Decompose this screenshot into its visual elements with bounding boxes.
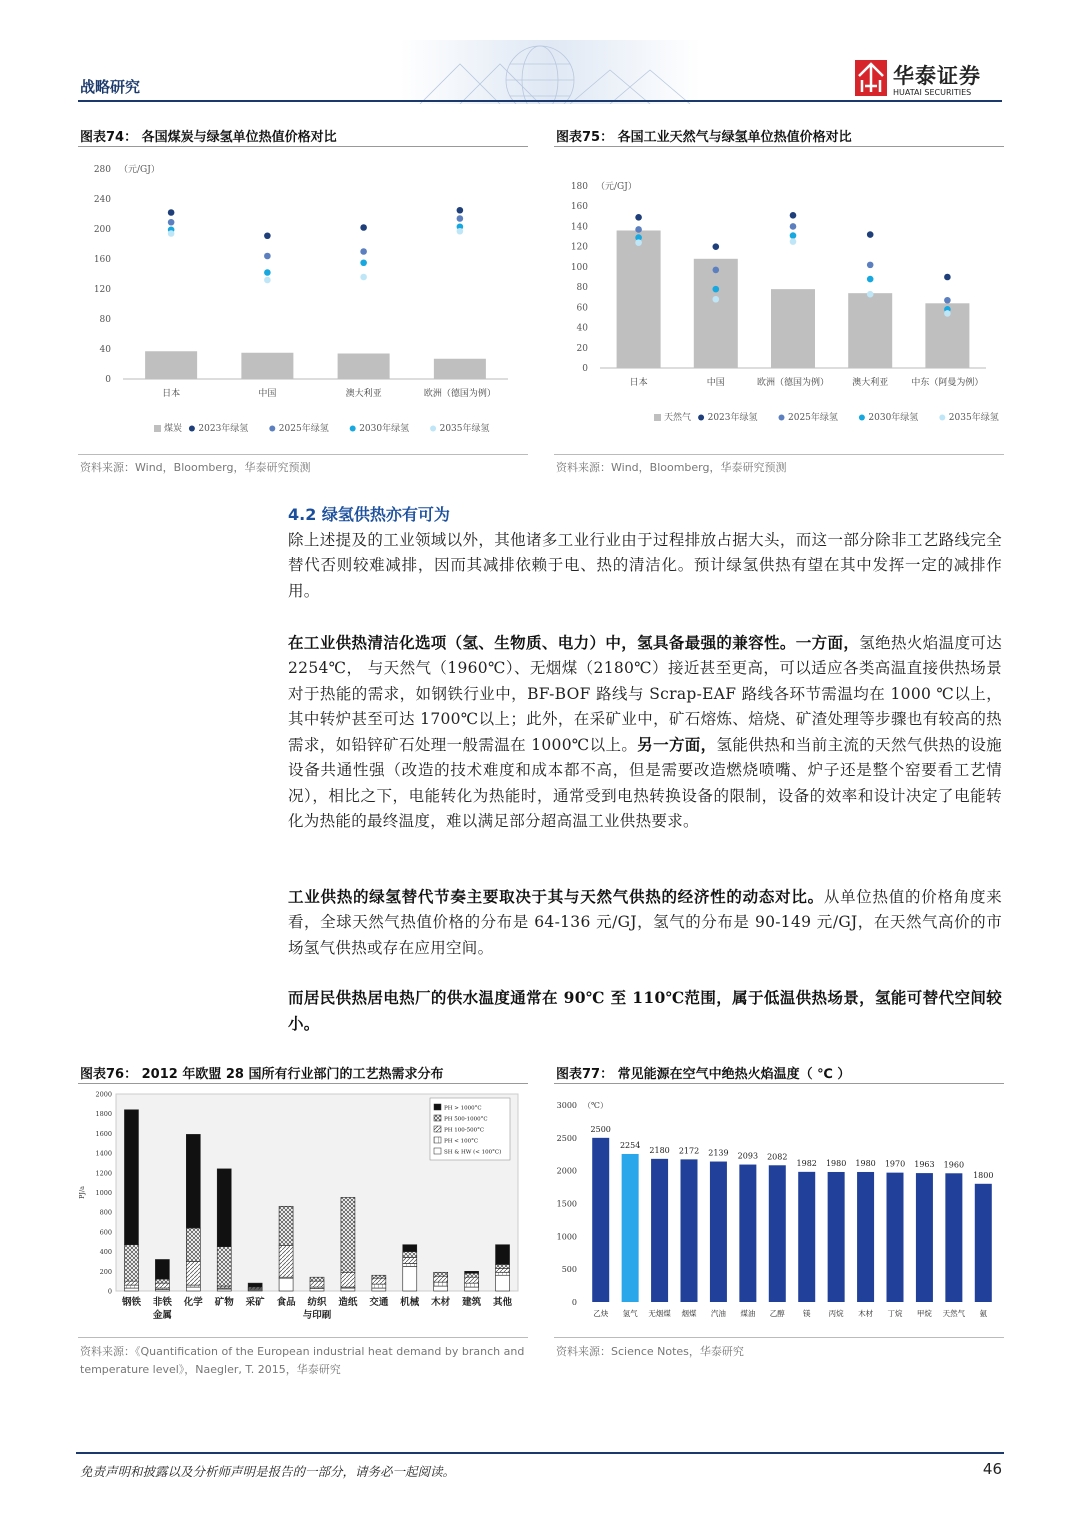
legend-swatch xyxy=(434,1104,441,1110)
paragraph-3 xyxy=(288,884,1002,961)
stack-segment xyxy=(434,1272,448,1276)
bar xyxy=(857,1172,874,1302)
x-tick-label: 欧洲（德国为例） xyxy=(423,389,496,399)
y-tick-label: 1800 xyxy=(95,1110,112,1119)
bar-煤炭 xyxy=(145,351,197,379)
y-tick-label: 600 xyxy=(99,1228,112,1237)
paragraph-2 xyxy=(288,630,1002,834)
data-label: 1980 xyxy=(855,1158,876,1168)
fig76-source-line2: temperature level》，Naegler, T. 2015，华泰研究 xyxy=(80,1363,341,1376)
dot-2030年绿氢 xyxy=(264,269,271,276)
data-label: 1982 xyxy=(796,1158,817,1168)
x-tick-label: 镁 xyxy=(802,1309,811,1318)
bar-天然气 xyxy=(617,230,661,368)
dot-2023年绿氢 xyxy=(168,209,175,216)
fig74-bottom-rule xyxy=(78,454,528,455)
stack-segment xyxy=(186,1287,200,1291)
dot-2023年绿氢 xyxy=(790,212,797,219)
logo-english-name: HUATAI SECURITIES xyxy=(893,88,972,97)
dot-2023年绿氢 xyxy=(635,214,642,221)
stack-segment xyxy=(403,1245,417,1252)
x-tick-label: 造纸 xyxy=(338,1297,358,1308)
dot-2035年绿氢 xyxy=(168,230,175,237)
fig76-bottom-rule xyxy=(78,1337,528,1338)
stack-segment xyxy=(372,1275,386,1278)
y-tick-label: 20 xyxy=(576,343,588,354)
dot-2035年绿氢 xyxy=(944,310,951,317)
dot-2035年绿氢 xyxy=(457,228,464,235)
footer-disclaimer: 免责声明和披露以及分析师声明是报告的一部分，请务必一起阅读。 xyxy=(80,1464,456,1479)
dot-2023年绿氢 xyxy=(264,232,271,239)
legend-swatch xyxy=(434,1137,441,1143)
bar xyxy=(916,1173,933,1302)
x-tick-label: 丁烷 xyxy=(887,1309,903,1318)
stack-segment xyxy=(434,1286,448,1291)
stack-segment xyxy=(217,1247,231,1286)
stack-segment xyxy=(372,1288,386,1291)
data-label: 1963 xyxy=(914,1160,935,1170)
y-tick-label: 2000 xyxy=(95,1090,112,1099)
paragraph-4 xyxy=(288,985,1002,1038)
legend-swatch xyxy=(859,415,865,421)
stack-segment xyxy=(341,1288,355,1291)
y-tick-label: 800 xyxy=(99,1208,112,1217)
y-tick-label: 400 xyxy=(99,1248,112,1257)
x-tick-label: 机械 xyxy=(400,1297,420,1308)
legend-swatch xyxy=(189,426,195,432)
legend-swatch xyxy=(350,426,356,432)
x-tick-label: 交通 xyxy=(369,1297,389,1308)
legend-swatch xyxy=(654,414,661,421)
x-tick-label: 其他 xyxy=(493,1297,513,1308)
legend-label: 2025年绿氢 xyxy=(788,413,838,423)
y-axis-label: PJ/a xyxy=(78,1185,86,1200)
y-tick-label: 140 xyxy=(570,222,588,233)
fig74-chart xyxy=(78,150,528,450)
stack-segment xyxy=(496,1245,510,1265)
dot-2035年绿氢 xyxy=(713,296,720,303)
x-tick-label: 建筑 xyxy=(462,1297,482,1308)
y-tick-label: 160 xyxy=(93,255,111,265)
bar xyxy=(592,1138,609,1302)
bar xyxy=(828,1172,845,1302)
x-tick-label: 欧洲（德国为例） xyxy=(756,378,830,388)
stack-segment xyxy=(434,1276,448,1282)
y-tick-label: 200 xyxy=(99,1267,112,1276)
legend-label: 2025年绿氢 xyxy=(278,424,329,434)
x-tick-label: 采矿 xyxy=(245,1297,265,1308)
legend-swatch xyxy=(779,415,785,421)
legend-label: 天然气 xyxy=(664,413,692,423)
legend-label: PH 100-500°C xyxy=(444,1127,485,1134)
stack-segment xyxy=(496,1272,510,1275)
y-tick-label: 1200 xyxy=(95,1169,112,1178)
paragraph-3-lead: 工业供热的绿氢替代节奏主要取决于其与天然气供热的经济性的动态对比。 xyxy=(288,887,824,906)
x-tick-label: 无烟煤 xyxy=(648,1309,671,1318)
stack-segment xyxy=(279,1278,293,1291)
bar xyxy=(769,1165,786,1302)
legend-label: PH < 100°C xyxy=(444,1138,479,1145)
legend-label: 2023年绿氢 xyxy=(198,424,249,434)
legend-swatch xyxy=(154,425,161,432)
y-tick-label: 2000 xyxy=(556,1166,577,1176)
bar-煤炭 xyxy=(434,359,486,379)
y-tick-label: 120 xyxy=(93,285,111,295)
dot-2030年绿氢 xyxy=(360,259,367,266)
dot-2030年绿氢 xyxy=(713,286,720,293)
fig75-title: 图表75： 各国工业天然气与绿氢单位热值价格对比 xyxy=(556,130,852,145)
page-number: 46 xyxy=(982,1460,1002,1478)
logo-chinese-name: 华泰证券 xyxy=(893,64,981,88)
stack-segment xyxy=(124,1285,138,1288)
section-title: 4.2 绿氢供热亦有可为 xyxy=(288,505,450,524)
y-tick-label: 100 xyxy=(570,262,588,273)
dot-2025年绿氢 xyxy=(713,267,720,274)
bar xyxy=(651,1159,668,1302)
paragraph-1: 除上述提及的工业领域以外，其他诸多工业行业由于过程排放占据大头，而这一部分除非工艺路线完全替代否则较难减排，因而其减排依赖于电、热的清洁化。预计绿氢供热有望在其中发挥一定的减排作用。 xyxy=(288,531,1002,600)
stack-segment xyxy=(279,1206,293,1245)
x-tick-label: 化学 xyxy=(183,1297,203,1308)
x-tick-label: 食品 xyxy=(276,1297,296,1308)
data-label: 2139 xyxy=(708,1148,729,1158)
stack-segment xyxy=(124,1281,138,1285)
stack-segment xyxy=(496,1275,510,1291)
dot-2025年绿氢 xyxy=(264,253,271,260)
paragraph-2-lead-2: 另一方面， xyxy=(637,735,717,755)
x-tick-label: 澳大利亚 xyxy=(852,378,889,388)
stack-segment xyxy=(310,1289,324,1291)
stack-segment xyxy=(465,1277,479,1283)
stack-segment xyxy=(155,1259,169,1279)
fig77-source: 资料来源：Science Notes，华泰研究 xyxy=(556,1345,744,1358)
footer-divider xyxy=(76,1452,1004,1454)
x-tick-label: 氢气 xyxy=(622,1309,638,1318)
y-tick-label: 80 xyxy=(99,315,111,325)
stack-segment xyxy=(496,1268,510,1272)
header-divider xyxy=(78,100,1002,102)
y-tick-label: 3000 xyxy=(556,1101,577,1110)
stack-segment xyxy=(124,1110,138,1245)
stack-segment xyxy=(372,1278,386,1284)
stack-segment xyxy=(341,1197,355,1272)
stack-segment xyxy=(372,1284,386,1288)
dot-2035年绿氢 xyxy=(635,239,642,246)
legend-label: 2030年绿氢 xyxy=(359,424,410,434)
stack-segment xyxy=(496,1264,510,1268)
stack-segment xyxy=(186,1261,200,1285)
stack-segment xyxy=(403,1258,417,1264)
paragraph-2-text-2: 氢能供热和当前主流的天然气供热的设施设备共通性强（改造的技术难度和成本都不高，但是需要改造燃烧喷嘴、炉子还是整个窑要看工艺情况），相比之下，电能转化为热能时，通常受到电热转换设备的限制，设备的效率和设计决定了电能转化为热能的最终温度，难以满足部分超高温工业供热要求。 xyxy=(288,736,1002,831)
stack-segment xyxy=(310,1277,324,1281)
stack-segment xyxy=(186,1134,200,1228)
x-tick-label: 乙醇 xyxy=(769,1309,785,1318)
x-tick-label: 乙炔 xyxy=(593,1309,609,1318)
y-axis-unit: （℃） xyxy=(583,1101,608,1110)
stack-segment xyxy=(465,1273,479,1277)
dot-2025年绿氢 xyxy=(457,215,464,222)
dot-2023年绿氢 xyxy=(713,243,720,250)
bar-天然气 xyxy=(848,293,892,368)
x-tick-label: 木材 xyxy=(858,1309,874,1318)
data-label: 2093 xyxy=(737,1151,759,1161)
fig77-bottom-rule xyxy=(554,1337,1004,1338)
paragraph-2-text-1: 氢绝热火焰温度可达 2254℃， 与天然气（1960℃）、无烟煤（2180℃）接近甚至更高，可以适应各类高温直接供热场景对于热能的需求，如钢铁行业中，BF-BOF 路线与 Scrap-EAF 路线各环节需温均在 1000 ℃以上，其中转炉甚至可达 1700℃以上；此外，在采矿业中，矿石熔炼、焙烧、矿渣处理等步骤也有较高的热需求，如铅锌矿石处理一般需温在 1000℃以上。 xyxy=(288,634,1002,755)
dot-2035年绿氢 xyxy=(360,274,367,281)
y-tick-label: 0 xyxy=(105,375,111,385)
fig76-source-line1: 资料来源：《Quantification of the European industrial heat demand by branch and xyxy=(80,1345,525,1358)
x-tick-label: 纺织 xyxy=(307,1297,327,1308)
x-tick-label: 中东（阿曼为例） xyxy=(911,378,984,388)
paragraph-4-lead: 而居民供热居电热厂的供水温度通常在 90℃ 至 110℃范围，属于低温供热场景，氢能可替代空间较小。 xyxy=(288,988,1002,1034)
legend-label: 2035年绿氢 xyxy=(439,424,490,434)
x-tick-label: 天然气 xyxy=(942,1309,966,1318)
dot-2035年绿氢 xyxy=(867,291,874,298)
fig77-chart xyxy=(554,1086,1004,1332)
y-tick-label: 40 xyxy=(99,345,111,355)
x-tick-label: 煤油 xyxy=(740,1309,756,1318)
legend-label: 煤炭 xyxy=(164,424,183,434)
x-tick-label: 氨 xyxy=(979,1309,988,1318)
fig75-bottom-rule xyxy=(554,454,1004,455)
legend-swatch xyxy=(434,1115,441,1121)
stack-segment xyxy=(434,1282,448,1286)
x-tick-label: 木材 xyxy=(431,1297,451,1308)
dot-2023年绿氢 xyxy=(457,207,464,214)
y-tick-label: 1500 xyxy=(556,1199,577,1209)
dot-2035年绿氢 xyxy=(264,277,271,284)
y-tick-label: 0 xyxy=(571,1298,577,1307)
bar-煤炭 xyxy=(241,353,293,379)
y-tick-label: 280 xyxy=(93,165,111,175)
dot-2025年绿氢 xyxy=(944,297,951,304)
y-tick-label: 160 xyxy=(570,202,588,213)
fig74-top-rule xyxy=(78,146,528,147)
stack-segment xyxy=(403,1266,417,1291)
y-axis-unit: （元/GJ） xyxy=(119,165,160,175)
bar xyxy=(887,1173,904,1302)
x-tick-label: 日本 xyxy=(629,378,648,388)
bar xyxy=(710,1162,727,1302)
bar xyxy=(945,1173,962,1302)
x-tick-label: 矿物 xyxy=(214,1297,234,1308)
fig75-chart xyxy=(554,150,1004,450)
legend-label: PH > 1000°C xyxy=(444,1105,482,1112)
bar xyxy=(622,1154,639,1302)
bar xyxy=(798,1172,815,1302)
stack-segment xyxy=(465,1283,479,1287)
dot-2025年绿氢 xyxy=(360,248,367,255)
x-tick-label: 金属 xyxy=(152,1310,172,1321)
y-tick-label: 1600 xyxy=(95,1129,112,1138)
legend-swatch xyxy=(434,1148,441,1154)
stack-segment xyxy=(341,1272,355,1287)
stack-segment xyxy=(124,1288,138,1291)
huatai-logo xyxy=(855,60,1000,100)
stack-segment xyxy=(465,1287,479,1291)
stack-segment xyxy=(124,1245,138,1281)
bar-天然气 xyxy=(694,259,738,368)
stack-segment xyxy=(186,1228,200,1261)
y-tick-label: 1000 xyxy=(556,1232,577,1242)
stack-segment xyxy=(248,1283,262,1287)
y-tick-label: 240 xyxy=(93,195,111,205)
data-label: 1960 xyxy=(943,1160,965,1170)
y-tick-label: 40 xyxy=(576,323,588,334)
x-tick-label: 与印刷 xyxy=(302,1310,332,1321)
stack-segment xyxy=(155,1279,169,1283)
bar xyxy=(975,1184,992,1302)
bar xyxy=(681,1159,698,1302)
fig74-title: 图表74： 各国煤炭与绿氢单位热值价格对比 xyxy=(80,130,337,145)
legend-swatch xyxy=(430,426,436,432)
y-tick-label: 0 xyxy=(582,364,588,374)
legend-label: 2023年绿氢 xyxy=(707,413,758,423)
report-section-label: 战略研究 xyxy=(80,78,141,96)
dot-2030年绿氢 xyxy=(790,232,797,239)
data-label: 2082 xyxy=(767,1152,788,1162)
data-label: 1970 xyxy=(884,1159,906,1169)
x-tick-label: 钢铁 xyxy=(121,1297,141,1308)
stack-segment xyxy=(155,1283,169,1288)
dot-2025年绿氢 xyxy=(790,223,797,230)
y-tick-label: 180 xyxy=(570,182,588,192)
bar-煤炭 xyxy=(338,354,390,380)
data-label: 1980 xyxy=(825,1158,847,1168)
x-tick-label: 非铁 xyxy=(152,1297,172,1308)
legend-label: SH & HW (< 100°C) xyxy=(444,1149,502,1156)
legend-swatch xyxy=(939,415,945,421)
legend-swatch xyxy=(269,426,275,432)
fig75-source: 资料来源：Wind，Bloomberg，华泰研究预测 xyxy=(556,461,787,474)
huatai-logo-icon xyxy=(855,60,887,96)
x-tick-label: 日本 xyxy=(162,389,181,399)
x-tick-label: 烟煤 xyxy=(681,1309,697,1318)
y-tick-label: 200 xyxy=(93,225,111,235)
dot-2030年绿氢 xyxy=(867,276,874,283)
x-tick-label: 澳大利亚 xyxy=(345,389,382,399)
x-tick-label: 丙烷 xyxy=(828,1309,844,1318)
fig74-source: 资料来源：Wind，Bloomberg，华泰研究预测 xyxy=(80,461,311,474)
fig75-top-rule xyxy=(554,146,1004,147)
fig76-chart xyxy=(78,1086,528,1332)
legend-swatch xyxy=(698,415,704,421)
data-label: 2500 xyxy=(590,1124,611,1134)
y-tick-label: 120 xyxy=(570,242,588,253)
dot-2025年绿氢 xyxy=(168,219,175,226)
stack-segment xyxy=(310,1281,324,1287)
dot-2023年绿氢 xyxy=(360,224,367,231)
stack-segment xyxy=(279,1246,293,1278)
y-tick-label: 1400 xyxy=(95,1149,112,1158)
y-tick-label: 500 xyxy=(561,1265,577,1275)
paragraph-3-text: 从单位热值的价格角度来看，全球天然气热值价格的分布是 64-136 元/GJ，氢气的分布是 90-149 元/GJ，在天然气高价的市场氢气供热或存在应用空间。 xyxy=(288,888,1002,957)
legend-label: 2035年绿氢 xyxy=(948,413,999,423)
x-tick-label: 甲烷 xyxy=(916,1309,932,1318)
dot-2035年绿氢 xyxy=(790,238,797,245)
legend-label: 2030年绿氢 xyxy=(868,413,919,423)
stack-segment xyxy=(403,1263,417,1266)
data-label: 1800 xyxy=(973,1170,994,1180)
fig76-top-rule xyxy=(78,1083,528,1084)
bar-天然气 xyxy=(771,289,815,368)
y-axis-unit: （元/GJ） xyxy=(596,182,637,192)
stack-segment xyxy=(403,1252,417,1258)
dot-2025年绿氢 xyxy=(635,226,642,233)
fig76-title: 图表76： 2012 年欧盟 28 国所有行业部门的工艺热需求分布 xyxy=(80,1067,444,1082)
x-tick-label: 中国 xyxy=(706,378,725,388)
y-tick-label: 2500 xyxy=(556,1133,577,1143)
fig77-title: 图表77： 常见能源在空气中绝热火焰温度（ ℃ ） xyxy=(556,1067,851,1082)
dot-2025年绿氢 xyxy=(867,262,874,269)
x-tick-label: 汽油 xyxy=(710,1309,726,1318)
data-label: 2172 xyxy=(678,1146,700,1156)
stack-segment xyxy=(465,1271,479,1273)
legend-swatch xyxy=(434,1126,441,1132)
paragraph-2-lead: 在工业供热清洁化选项（氢、生物质、电力）中，氢具备最强的兼容性。一方面， xyxy=(288,633,860,652)
y-tick-label: 80 xyxy=(576,283,588,294)
legend-label: PH 500-1000°C xyxy=(444,1116,488,1123)
dot-2023年绿氢 xyxy=(867,231,874,238)
header-globe-graphic xyxy=(400,40,700,104)
dot-2023年绿氢 xyxy=(944,274,951,281)
data-label: 2254 xyxy=(619,1140,641,1150)
fig77-top-rule xyxy=(554,1083,1004,1084)
y-tick-label: 60 xyxy=(576,303,588,314)
y-tick-label: 1000 xyxy=(95,1189,112,1197)
y-tick-label: 0 xyxy=(107,1287,112,1296)
stack-segment xyxy=(217,1169,231,1247)
x-tick-label: 中国 xyxy=(258,389,277,399)
bar xyxy=(739,1165,756,1302)
data-label: 2180 xyxy=(649,1145,670,1155)
